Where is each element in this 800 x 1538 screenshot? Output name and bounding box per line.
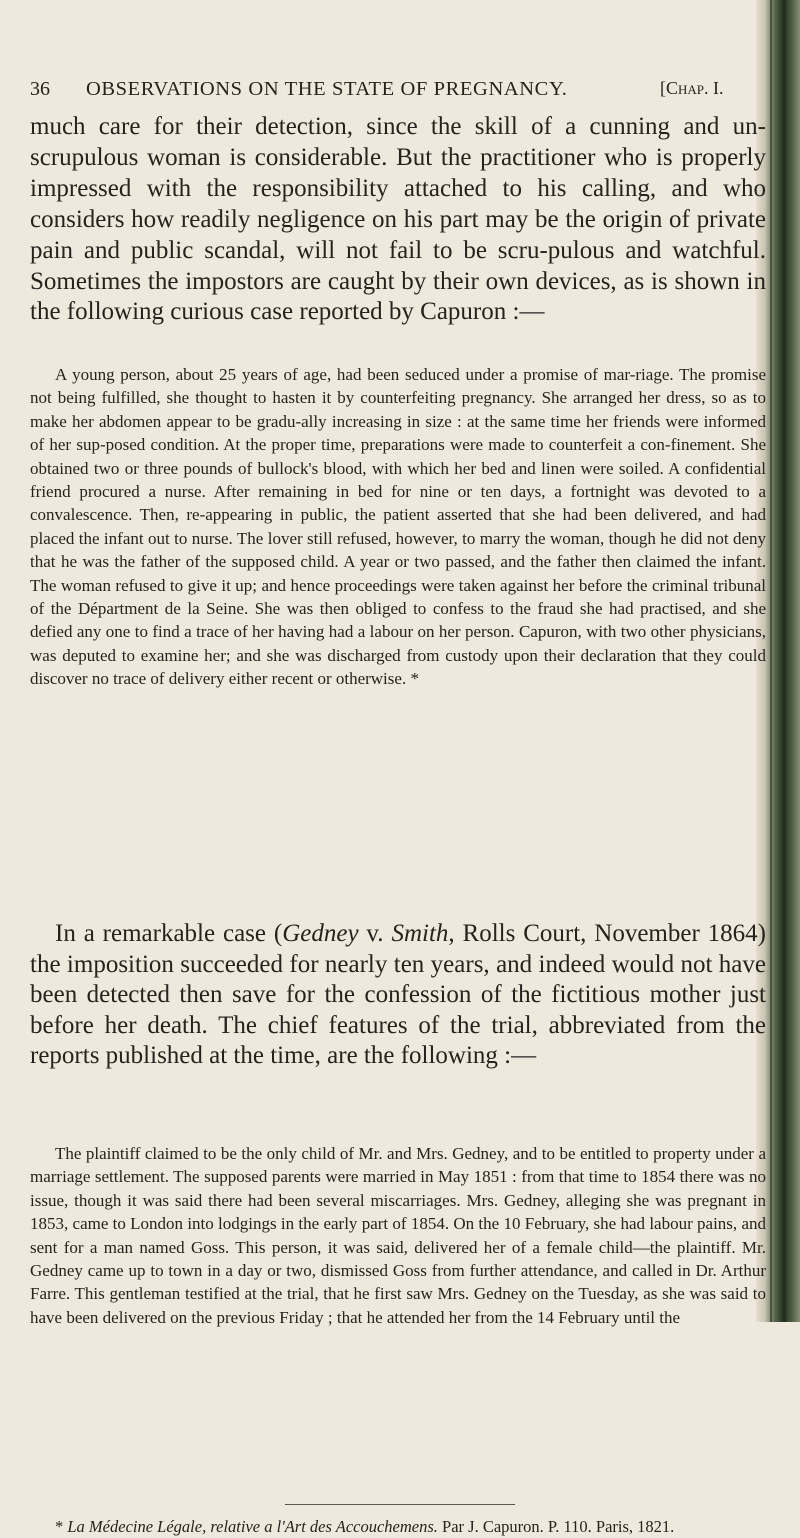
running-title: OBSERVATIONS ON THE STATE OF PREGNANCY. xyxy=(86,78,568,100)
page-number: 36 xyxy=(30,78,50,100)
gutter-line xyxy=(784,0,786,1322)
paragraph-capuron-case: A young person, about 25 years of age, had been seduced under a promise of mar-riage. The promise not being fulfilled, she thought to hasten it by counterfeiting pregnancy. She arranged her dress, so as to make her abdomen appear to be gradu-ally increasing in size : at the same time her friends were informed of her sup-posed condition. At the proper time, preparations were made to counterfeit a con-finement. She obtained two or three pounds of bullock's blood, with which her bed and linen were soiled. A confidential friend procured a nurse. After remaining in bed for nine or ten days, a fortnight was devoted to a convalescence. Then, re-appearing in public, the patient asserted that she had been delivered, and had placed the infant out to nurse. The lover still refused, however, to marry the woman, though he did not deny that he was the father of the supposed child. A year or two passed, and the father then claimed the infant. The woman refused to give it up; and hence proceedings were taken against her before the criminal tribunal of the Départment de la Seine. She was then obliged to confess to the fraud she had practised, and she defied any one to find a trace of her having had a labour on her person. Capuron, with two other physicians, was deputed to examine her; and she was discharged from custody upon their declaration that they could discover no trace of delivery either recent or otherwise. * xyxy=(30,365,766,689)
footnote-title: La Médecine Légale, relative a l'Art des Accouchemens. xyxy=(67,1517,438,1536)
case-name-gedney: Gedney xyxy=(282,920,359,947)
paragraph-gedney-case xyxy=(30,919,766,1072)
gutter-line xyxy=(770,0,772,1322)
paragraph-trial-summary: The plaintiff claimed to be the only child of Mr. and Mrs. Gedney, and to be entitled to property under a marriage settlement. The supposed parents were married in May 1851 : from that time to 1854 there was no issue, though it was said there had been several miscarriages. Mrs. Gedney, alleging she was pregnant in 1853, came to London into lodgings in the early part of 1854. On the 10 February, she had labour pains, and sent for a man named Goss. This person, it was said, delivered her of a female child—the plaintiff. Mr. Gedney came up to town in a day or two, dismissed Goss from further attendance, and called in Dr. Arthur Farre. This gentleman testified at the trial, that he first saw Mrs. Gedney on the Tuesday, as she was said to have been delivered on the previous Friday ; that he attended her from the 14 February until the xyxy=(30,1144,766,1327)
footnote-citation: Par J. Capuron. P. 110. Paris, 1821. xyxy=(437,1517,675,1536)
chapter-label: [Chap. I. xyxy=(660,78,724,98)
footnote-divider xyxy=(285,1504,515,1505)
text-segment: , Rolls Court, November 1864) the imposition succeeded for nearly ten years, and indeed would not have been detected then save for the confession of the fictitious mother just before her death. The chief features of the trial, abbreviated from the reports published at the time, are the following :— xyxy=(30,920,766,1070)
text-segment: In a remarkable case ( xyxy=(55,920,283,947)
footnote xyxy=(30,1515,766,1538)
paragraph-intro: much care for their detection, since the skill of a cunning and un-scrupulous woman is considerable. But the practitioner who is properly impressed with the responsibility attached to his calling, and who considers how readily negligence on his part may be the origin of private pain and public scandal, will not fail to be scru-pulous and watchful. Sometimes the impostors are caught by their own devices, as is shown in the following curious case reported by Capuron :— xyxy=(30,113,766,326)
running-header xyxy=(30,78,770,104)
footnote-marker: * xyxy=(55,1517,68,1536)
text-segment: v. xyxy=(358,920,392,947)
case-name-smith: Smith xyxy=(391,920,449,947)
